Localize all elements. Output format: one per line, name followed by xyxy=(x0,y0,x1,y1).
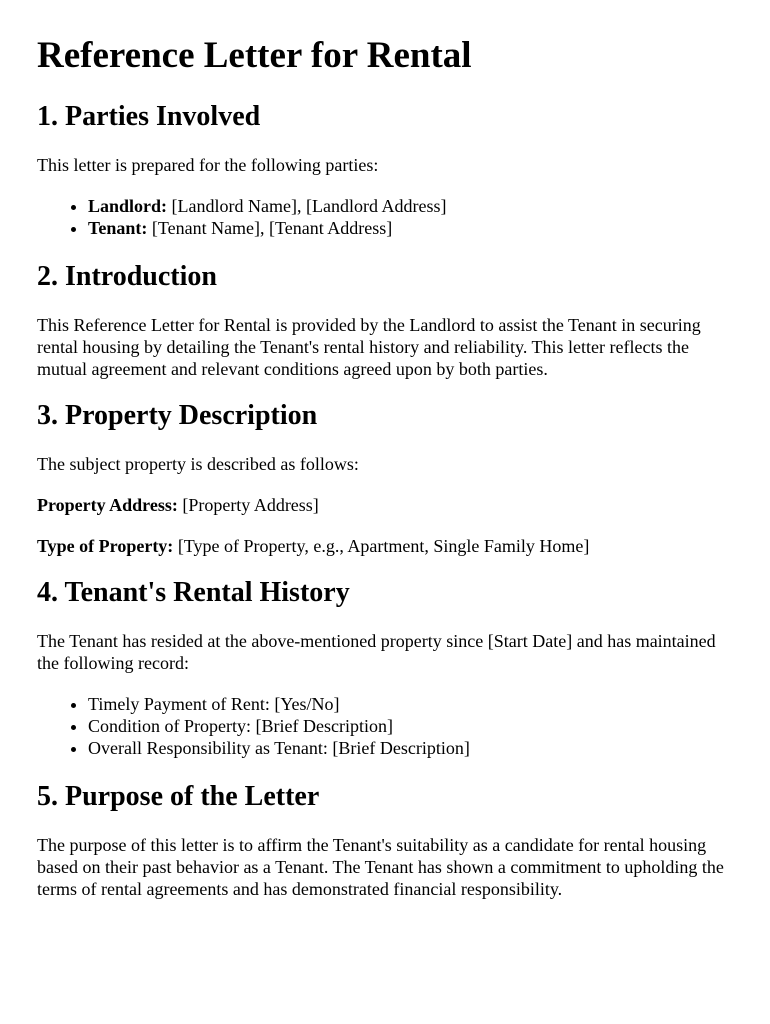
document-title: Reference Letter for Rental xyxy=(37,35,472,76)
section-parties xyxy=(37,100,734,239)
section-property xyxy=(37,399,734,557)
history-intro: The Tenant has resided at the above-mentioned property since [Start Date] and has maintained the following record: xyxy=(37,631,716,673)
section-introduction xyxy=(37,260,734,380)
section-heading-purpose: 5. Purpose of the Letter xyxy=(37,781,320,812)
section-purpose xyxy=(37,780,734,900)
purpose-body: The purpose of this letter is to affirm the Tenant's suitability as a candidate for rental housing based on their past behavior as a Tenant. The Tenant has shown a commitment to upholding the terms of rental agreements and has demonstrated financial responsibility. xyxy=(37,835,724,899)
property-type xyxy=(37,535,734,557)
introduction-body: This Reference Letter for Rental is provided by the Landlord to assist the Tenant in securing rental housing by detailing the Tenant's rental history and reliability. This letter reflects the mutual agreement and relevant conditions agreed upon by both parties. xyxy=(37,315,701,379)
property-address-label: Property Address: xyxy=(37,495,178,515)
history-item: • Condition of Property: [Brief Description] xyxy=(88,715,734,737)
property-address-value: [Property Address] xyxy=(177,495,319,515)
history-item: • Timely Payment of Rent: [Yes/No] xyxy=(88,693,734,715)
party-label: Tenant: xyxy=(88,218,148,238)
section-heading-introduction: 2. Introduction xyxy=(37,261,217,292)
property-type-value: [Type of Property, e.g., Apartment, Single Family Home] xyxy=(173,536,590,556)
parties-intro: This letter is prepared for the following parties: xyxy=(37,155,379,175)
party-value: [Landlord Name], [Landlord Address] xyxy=(167,196,447,216)
party-item-landlord xyxy=(88,195,734,217)
history-list xyxy=(37,693,734,759)
party-value: [Tenant Name], [Tenant Address] xyxy=(147,218,393,238)
property-address xyxy=(37,494,734,516)
property-intro: The subject property is described as follows: xyxy=(37,454,359,474)
property-type-label: Type of Property: xyxy=(37,536,174,556)
section-heading-parties: 1. Parties Involved xyxy=(37,101,261,132)
section-heading-history: 4. Tenant's Rental History xyxy=(37,577,350,608)
party-item-tenant xyxy=(88,217,734,239)
party-label: Landlord: xyxy=(88,196,168,216)
section-history xyxy=(37,576,734,759)
parties-list xyxy=(37,195,734,239)
section-heading-property: 3. Property Description xyxy=(37,400,318,431)
history-item: • Overall Responsibility as Tenant: [Brief Description] xyxy=(88,737,734,759)
